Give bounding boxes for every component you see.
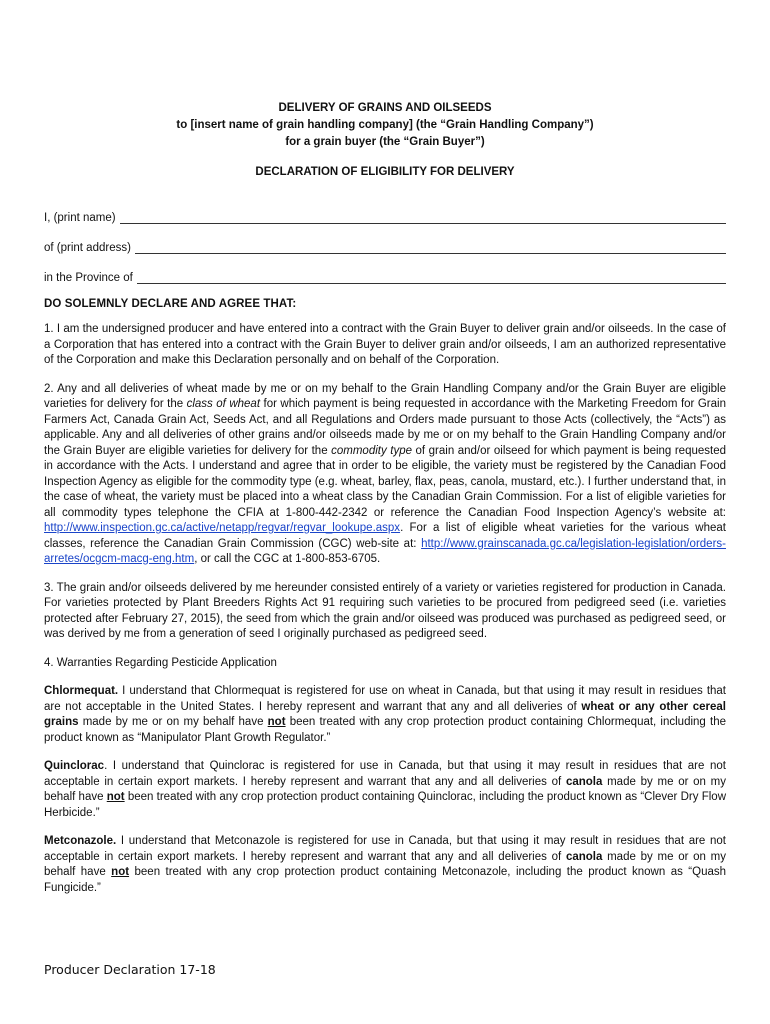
address-field-row[interactable] — [44, 227, 726, 257]
province-field-row[interactable] — [44, 257, 726, 287]
clause-2-text: . For a list of eligible wheat varieties for the various wheat classes, reference the Canadian Grain Commission (CGC) web-site at: — [44, 522, 726, 550]
metconazole-warranty — [44, 834, 726, 896]
province-field-line[interactable] — [137, 282, 726, 284]
quinclorac-text: made by me or on my behalf have — [44, 775, 727, 803]
clause-2-emphasis-commodity: commodity type — [331, 444, 412, 457]
clause-1: 1. I am the undersigned producer and have entered into a contract with the Grain Buyer to deliver grain and/or oilseeds. In the case of a Corporation that has entered into a contract with the Grain Buyer to deliver grain and/or oilseeds, I am an authorized representative of the Corporation and make this Declaration personally and on behalf of the Corporation. — [44, 323, 726, 366]
chlormequat-text: been treated with any crop protection product containing Chlormequat, including the product known as “Manipulator Plant Growth Regulator.” — [44, 716, 726, 744]
solemn-declaration-heading: DO SOLEMNLY DECLARE AND AGREE THAT: — [44, 297, 297, 310]
quinclorac-not: not — [106, 791, 125, 803]
address-field-line[interactable] — [135, 252, 726, 254]
chlormequat-not: not — [267, 716, 286, 728]
chlormequat-text: I understand that Chlormequat is registered for use on wheat in Canada, but that using it may result in residues that are not acceptable in the United States. I hereby represent and warrant that any and all deliveries of — [44, 685, 726, 713]
document-header — [44, 100, 726, 151]
province-field-label: in the Province of — [44, 272, 133, 284]
header-subtitle-buyer: for a grain buyer (the “Grain Buyer”) — [285, 136, 485, 148]
page-footer: Producer Declaration 17-18 — [44, 962, 216, 977]
cgc-link[interactable]: http://www.grainscanada.gc.ca/legislation-legislation/orders-arretes/ocgcm-macg-eng.htm — [44, 537, 726, 565]
header-title: DELIVERY OF GRAINS AND OILSEEDS — [278, 102, 492, 114]
clause-2-text: for which payment is being requested in accordance with the Marketing Freedom for Grain Farmers Act, Canada Grain Act, Seeds Act, and all Regulations and Orders made pursuant to those Acts (collectively, the “Acts”) as applicable. Any and all deliveries of other grains and/or oilseeds made by me or on my behalf to the Grain Handling Company and/or the Grain Buyer are eligible varieties for delivery for the — [44, 398, 726, 457]
metconazole-text: I understand that Metconazole is registered for use in Canada, but that using it may result in residues that are not acceptable in certain export markets. I hereby represent and warrant that any and all deliveries of — [44, 835, 726, 863]
quinclorac-text: . I understand that Quinclorac is registered for use in Canada, but that using it may result in residues that are not acceptable in certain export markets. I hereby represent and warrant that any and all deliveries of — [44, 760, 726, 788]
metconazole-name: Metconazole. — [44, 835, 117, 847]
declaration-title: DECLARATION OF ELIGIBILITY FOR DELIVERY — [255, 166, 515, 178]
clause-2-text: 2. Any and all deliveries of wheat made by me or on my behalf to the Grain Handling Company and/or the Grain Buyer are eligible varieties for delivery for the — [44, 382, 726, 410]
chlormequat-bold: wheat or any other cereal grains — [44, 700, 726, 728]
document-body — [44, 100, 726, 909]
cfia-link[interactable]: http://www.inspection.gc.ca/active/netapp/regvar/regvar_lookupe.aspx — [44, 522, 401, 534]
quinclorac-warranty — [44, 759, 726, 821]
quinclorac-bold: canola — [565, 775, 603, 788]
clause-2-text: of grain and/or oilseed for which payment is being requested in accordance with the Acts. I understand and agree that in order to be eligible, the variety must be registered by the Canadian Food Inspection Agency as eligible for the commodity type (e.g. wheat, barley, flax, peas, canola, mustard, etc.). I further understand that, in the case of wheat, the variety must be placed into a wheat class by the Canadian Grain Commission. For a list of eligible varieties for all commodity types telephone the CFIA at 1-800-442-2342 or reference the Canadian Food Inspection Agency’s website at: — [44, 444, 727, 519]
clause-2 — [44, 382, 726, 568]
name-field-line[interactable] — [120, 222, 726, 224]
clause-4-heading: 4. Warranties Regarding Pesticide Application — [44, 656, 277, 669]
quinclorac-name: Quinclorac — [44, 760, 105, 772]
metconazole-text: been treated with any crop protection product containing Metconazole, including the product known as “Quash Fungicide.” — [44, 866, 727, 894]
chlormequat-warranty — [44, 684, 726, 746]
address-field-label: of (print address) — [44, 242, 131, 254]
quinclorac-text: been treated with any crop protection product containing Quinclorac, including the product known as “Clever Dry Flow Herbicide.” — [44, 791, 726, 819]
clause-2-emphasis-class: class of wheat — [186, 398, 261, 410]
chlormequat-name: Chlormequat. — [44, 685, 119, 697]
chlormequat-text: made by me or on my behalf have — [78, 716, 268, 728]
name-field-label: I, (print name) — [44, 212, 116, 224]
clause-3: 3. The grain and/or oilseeds delivered by me hereunder consisted entirely of a variety or varieties registered for production in Canada. For varieties protected by Plant Breeders Rights Act 91 requiring such varieties to be procured from pedigreed seed (i.e. varieties protected after February 27, 2015), the seed from which the grain and/or oilseed was produced was purchased as pedigreed seed, or was derived by me from a generation of seed I originally purchased as pedigreed seed. — [44, 581, 726, 640]
metconazole-text: made by me or on my behalf have — [44, 850, 727, 878]
metconazole-not: not — [111, 866, 130, 878]
name-field-row[interactable] — [44, 197, 726, 227]
metconazole-bold: canola — [565, 850, 603, 863]
clause-2-text: , or call the CGC at 1-800-853-6705. — [194, 553, 381, 565]
header-subtitle: to [insert name of grain handling company] (the “Grain Handling Company”) — [176, 119, 594, 131]
